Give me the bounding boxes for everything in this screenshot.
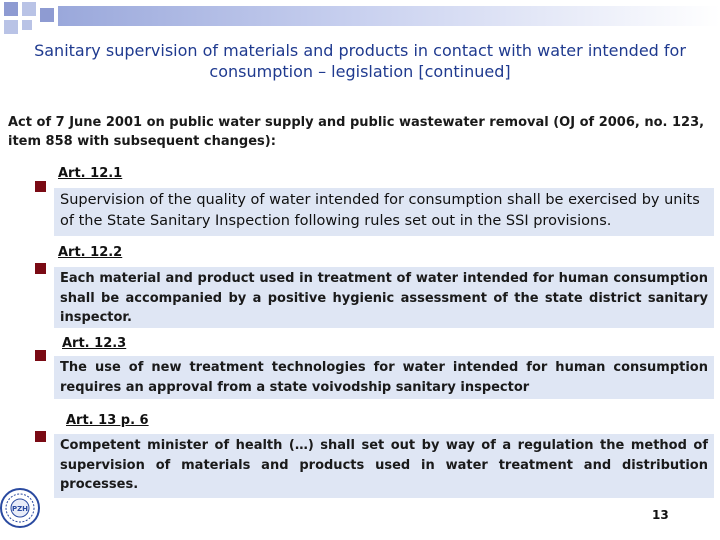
square-bullet-icon	[35, 431, 46, 442]
header-gradient-bar	[58, 6, 720, 26]
decorative-squares	[0, 0, 60, 40]
intro-text: Act of 7 June 2001 on public water supply and public wastewater removal (OJ of 2006, no. 123, item 858 with subsequent changes):	[8, 115, 705, 149]
emblem-text: PZH	[11, 505, 29, 513]
article-label: Art. 12.2	[58, 245, 123, 260]
institute-emblem-icon	[0, 478, 44, 536]
article-label: Art. 12.1	[58, 166, 123, 181]
article-text: The use of new treatment technologies for water intended for human consumption requires an approval from a state voivodship sanitary inspector	[54, 356, 714, 399]
slide-title: Sanitary supervision of materials and products in contact with water intended for consumption – legislation [continued]	[34, 41, 686, 81]
article-text: Supervision of the quality of water intended for consumption shall be exercised by units of the State Sanitary Inspection following rules set out in the SSI provisions.	[54, 188, 714, 236]
article-label: Art. 13 p. 6	[66, 413, 149, 428]
article-text: Each material and product used in treatment of water intended for human consumption shall be accompanied by a positive hygienic assessment of the state district sanitary inspector.	[54, 267, 714, 328]
square-bullet-icon	[35, 350, 46, 361]
page-number: 13	[652, 508, 669, 522]
square-bullet-icon	[35, 263, 46, 274]
article-text: Competent minister of health (…) shall set out by way of a regulation the method of supervision of materials and products used in water treatment and distribution processes.	[54, 434, 714, 498]
square-bullet-icon	[35, 181, 46, 192]
article-label: Art. 12.3	[62, 336, 127, 351]
